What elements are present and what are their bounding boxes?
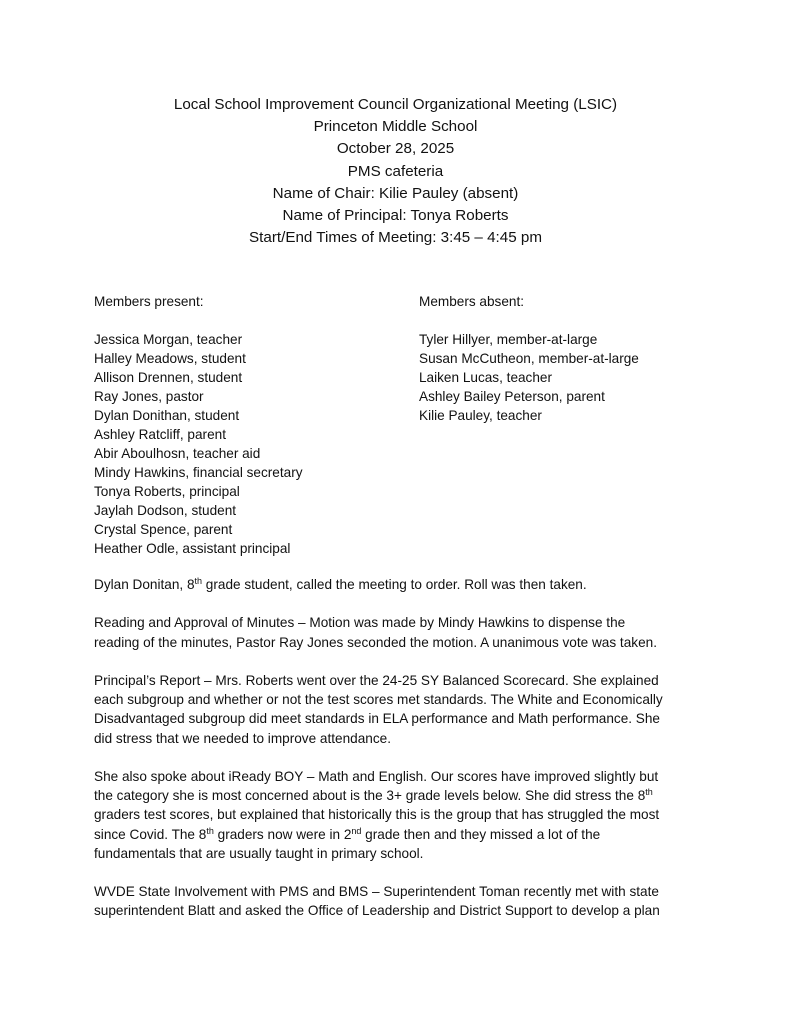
- principal-name: Name of Principal: Tonya Roberts: [282, 207, 509, 225]
- iready-paragraph: She also spoke about iReady BOY – Math and English. Our scores have improved slightly but the category she is most concerned about is the 3+ grade levels below. She did stress the 8th graders test scores, but explained that historically this is the group that has struggled the most since Covid. The 8th graders now were in 2nd grade then and they missed a lot of the fundamentals that are usually taught in primary school.: [94, 768, 660, 861]
- minutes-body: [94, 575, 706, 940]
- meeting-location: PMS cafeteria: [347, 162, 444, 180]
- meeting-date: October 28, 2025: [336, 140, 455, 158]
- meeting-times: Start/End Times of Meeting: 3:45 – 4:45 pm: [249, 229, 542, 247]
- member-present: Abir Aboulhosn, teacher aid: [94, 446, 261, 461]
- call-to-order-paragraph: Dylan Donitan, 8th grade student, called the meeting to order. Roll was then taken.: [94, 576, 587, 592]
- minutes-approval-paragraph: Reading and Approval of Minutes – Motion was made by Mindy Hawkins to dispense the reading of the minutes, Pastor Ray Jones seconded the motion. A unanimous vote was taken.: [94, 615, 657, 650]
- member-absent: Ashley Bailey Peterson, parent: [419, 389, 605, 404]
- member-absent: Laiken Lucas, teacher: [419, 370, 553, 385]
- members-present-list: [94, 292, 303, 558]
- member-absent: Tyler Hillyer, member-at-large: [419, 332, 598, 347]
- meeting-title: Local School Improvement Council Organizational Meeting (LSIC): [173, 96, 618, 113]
- members-absent-heading: Members absent:: [419, 294, 525, 309]
- member-present: Ray Jones, pastor: [94, 389, 204, 404]
- chair-name: Name of Chair: Kilie Pauley (absent): [272, 184, 519, 202]
- member-absent: Kilie Pauley, teacher: [419, 408, 542, 423]
- school-name: Princeton Middle School: [313, 118, 478, 136]
- member-absent: Susan McCutheon, member-at-large: [419, 351, 639, 366]
- member-present: Halley Meadows, student: [94, 351, 246, 366]
- state-involvement-paragraph: WVDE State Involvement with PMS and BMS – Superintendent Toman recently met with state superintendent Blatt and asked the Office of Leadership and District Support to develop a plan: [94, 884, 660, 919]
- member-present: Mindy Hawkins, financial secretary: [94, 465, 303, 480]
- meeting-header: [0, 94, 791, 249]
- member-present: Tonya Roberts, principal: [94, 484, 240, 499]
- member-present: Crystal Spence, parent: [94, 522, 233, 537]
- principal-report-paragraph: Principal’s Report – Mrs. Roberts went over the 24-25 SY Balanced Scorecard. She explained each subgroup and whether or not the test scores met standards. The White and Economically Disadvantaged subgroup did meet standards in ELA performance and Math performance. She did stress that we needed to improve attendance.: [94, 672, 663, 746]
- member-present: Ashley Ratcliff, parent: [94, 427, 226, 442]
- member-present: Dylan Donithan, student: [94, 408, 240, 423]
- member-present: Jaylah Dodson, student: [94, 503, 237, 518]
- member-present: Jessica Morgan, teacher: [94, 332, 243, 347]
- member-present: Heather Odle, assistant principal: [94, 541, 291, 556]
- member-present: Allison Drennen, student: [94, 370, 243, 385]
- members-absent-list: [419, 292, 639, 425]
- members-present-heading: Members present:: [94, 294, 204, 309]
